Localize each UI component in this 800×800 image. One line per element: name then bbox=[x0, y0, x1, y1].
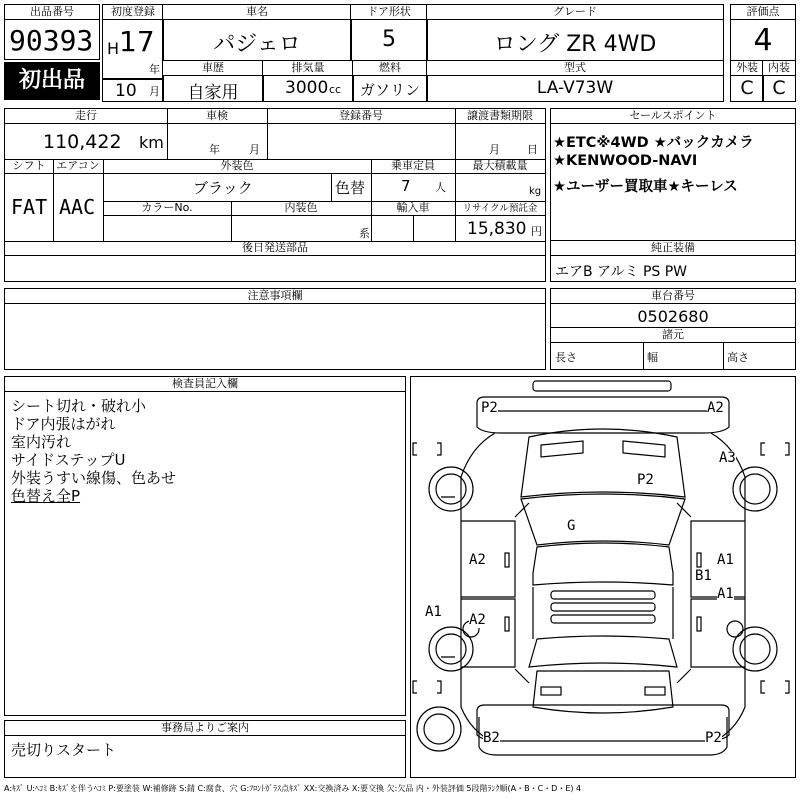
damage-mark: A3 bbox=[719, 450, 736, 466]
reg-number-header: 登録番号 bbox=[339, 109, 383, 122]
aircon-value: AAC bbox=[59, 195, 96, 219]
import-header: 輸入車 bbox=[396, 201, 430, 214]
damage-mark: P2 bbox=[481, 400, 498, 416]
doors-cell bbox=[350, 4, 428, 62]
shift-header: シフト bbox=[12, 159, 46, 172]
history-value: 自家用 bbox=[187, 83, 239, 103]
damage-mark: A1 bbox=[425, 604, 442, 620]
car-name-header: 車名 bbox=[163, 5, 351, 20]
aircon-header: エアコン bbox=[56, 159, 100, 172]
details-block bbox=[4, 108, 546, 282]
grade-cell bbox=[426, 4, 724, 62]
interior-score-cell bbox=[762, 60, 796, 102]
dims-header: 諸元 bbox=[662, 328, 684, 341]
model-type-value: LA-V73W bbox=[536, 78, 614, 98]
score-value: 4 bbox=[753, 23, 773, 58]
damage-mark: G bbox=[567, 518, 576, 534]
car-diagram bbox=[410, 376, 796, 778]
damage-mark: P2 bbox=[705, 730, 722, 746]
damage-mark: A1 bbox=[717, 552, 734, 568]
lot-header: 出品番号 bbox=[5, 5, 99, 20]
chassis-header: 車台番号 bbox=[551, 289, 795, 304]
doors-header: ドア形状 bbox=[351, 5, 427, 20]
exterior-header: 外装 bbox=[731, 61, 763, 76]
max-load-unit: kg bbox=[529, 186, 542, 197]
grade-value: ロング ZR 4WD bbox=[493, 32, 657, 57]
registration-month: 10 bbox=[115, 81, 137, 101]
inspector-header: 検査員記入欄 bbox=[5, 377, 405, 392]
inspector-line: サイドステップU bbox=[11, 451, 126, 469]
exterior-score-cell bbox=[730, 60, 764, 102]
ext-color-value: ブラック bbox=[193, 179, 253, 197]
car-outline bbox=[411, 377, 795, 777]
sales-point-line: ★KENWOOD-NAVI bbox=[553, 153, 698, 169]
car-name-value: パジェロ bbox=[213, 32, 301, 57]
registration-month-cell bbox=[102, 78, 164, 102]
doors-value: 5 bbox=[382, 27, 396, 52]
history-cell bbox=[162, 60, 264, 102]
office-value: 売切りスタート bbox=[11, 741, 117, 759]
inspection-header: 車検 bbox=[206, 109, 228, 122]
damage-mark: A1 bbox=[717, 586, 734, 602]
fuel-header: 燃料 bbox=[353, 61, 427, 76]
inspection-year-unit: 年 bbox=[209, 143, 220, 156]
first-lot-badge: 初出品 bbox=[4, 62, 100, 100]
transfer-day-unit: 日 bbox=[527, 143, 538, 156]
damage-mark: A2 bbox=[469, 552, 486, 568]
inspector-line: ドア内張はがれ bbox=[11, 415, 116, 433]
chassis-block bbox=[550, 288, 796, 370]
displacement-unit: cc bbox=[329, 83, 342, 96]
office-block bbox=[4, 720, 406, 778]
fuel-value: ガソリン bbox=[359, 81, 420, 99]
displacement-cell bbox=[262, 60, 354, 102]
recycle-header: リサイクル預託金 bbox=[462, 203, 538, 214]
genuine-equipment-block bbox=[550, 240, 796, 282]
displacement-header: 排気量 bbox=[263, 61, 353, 76]
repaint-mark: 色替 bbox=[335, 179, 366, 197]
registration-era: H bbox=[107, 39, 120, 58]
displacement-value: 3000 bbox=[285, 78, 329, 98]
registration-year-unit: 年 bbox=[149, 63, 160, 76]
capacity-header: 乗車定員 bbox=[391, 159, 435, 172]
grade-header: グレード bbox=[427, 5, 723, 20]
sales-point-line: ★ユーザー買取車★キーレス bbox=[553, 179, 738, 195]
mileage-header: 走行 bbox=[75, 109, 97, 122]
capacity-value: 7 bbox=[401, 177, 411, 195]
dims-length: 長さ bbox=[555, 351, 577, 364]
inspector-line: 室内汚れ bbox=[11, 433, 72, 451]
max-load-header: 最大積載量 bbox=[472, 159, 528, 172]
registration-header: 初度登録 bbox=[103, 5, 163, 20]
exterior-score: C bbox=[740, 77, 754, 99]
interior-score: C bbox=[772, 77, 786, 99]
score-header: 評価点 bbox=[731, 5, 795, 20]
damage-mark: P2 bbox=[637, 472, 654, 488]
int-color-header: 内装色 bbox=[284, 201, 318, 214]
transfer-month-unit: 月 bbox=[489, 143, 500, 156]
chassis-value: 0502680 bbox=[637, 307, 709, 326]
recycle-unit: 円 bbox=[531, 225, 542, 238]
inspector-line: 色替え全P bbox=[11, 487, 81, 505]
ext-color-header: 外装色 bbox=[220, 159, 254, 172]
registration-month-unit: 月 bbox=[149, 85, 160, 98]
score-cell bbox=[730, 4, 796, 62]
history-header: 車歴 bbox=[163, 61, 263, 76]
damage-mark: A2 bbox=[469, 612, 486, 628]
mileage-value: 110,422 bbox=[43, 131, 122, 153]
office-header: 事務局よりご案内 bbox=[5, 721, 405, 736]
notes-header: 注意事項欄 bbox=[5, 289, 545, 304]
car-name-cell bbox=[162, 4, 352, 62]
genuine-equipment-header: 純正装備 bbox=[551, 241, 795, 256]
inspection-month-unit: 月 bbox=[249, 143, 260, 156]
damage-mark: B2 bbox=[483, 730, 500, 746]
transfer-date-header: 譲渡書類期限 bbox=[467, 109, 533, 122]
legend: A:ｷｽﾞ U:ﾍｺﾐ B:ｷｽﾞを伴うﾍｺﾐ P:要塗装 W:補修跡 S:錆 C:腐食、穴 G:ﾌﾛﾝﾄｶﾞﾗｽ点ｷｽﾞ XX:交換済み X:要交換 欠:欠品 内・外装評価 5段階ﾗﾝｸ順(A・B・C・D・E) 4 bbox=[4, 784, 582, 793]
lot-number: 90393 bbox=[9, 24, 94, 57]
registration-year: 17 bbox=[119, 25, 155, 58]
color-no-header: カラーNo. bbox=[141, 201, 193, 214]
damage-mark: B1 bbox=[695, 568, 712, 584]
sales-point-line: ★ETC※4WD ★バックカメラ bbox=[553, 135, 754, 151]
mileage-unit: km bbox=[139, 133, 164, 152]
fuel-cell bbox=[352, 60, 428, 102]
registration-cell bbox=[102, 4, 164, 80]
interior-header: 内装 bbox=[763, 61, 795, 76]
inspector-line: シート切れ・破れ小 bbox=[11, 397, 147, 415]
genuine-equipment-value: エアB アルミ PS PW bbox=[555, 264, 688, 280]
recycle-value: 15,830 bbox=[467, 219, 527, 239]
dims-height: 高さ bbox=[727, 351, 749, 364]
notes-block bbox=[4, 288, 546, 370]
sales-points-block bbox=[550, 108, 796, 242]
shift-value: FAT bbox=[11, 195, 48, 219]
shipping-header: 後日発送部品 bbox=[242, 241, 308, 254]
inspector-line: 外装うすい線傷、色あせ bbox=[11, 469, 177, 487]
dims-width: 幅 bbox=[647, 351, 658, 364]
model-type-cell bbox=[426, 60, 724, 102]
damage-mark: A2 bbox=[707, 400, 724, 416]
model-type-header: 型式 bbox=[427, 61, 723, 76]
int-color-unit: 系 bbox=[359, 227, 370, 240]
sales-points-header: セールスポイント bbox=[551, 109, 795, 124]
capacity-unit: 人 bbox=[435, 181, 446, 194]
inspector-block bbox=[4, 376, 406, 716]
lot-cell bbox=[4, 4, 100, 60]
